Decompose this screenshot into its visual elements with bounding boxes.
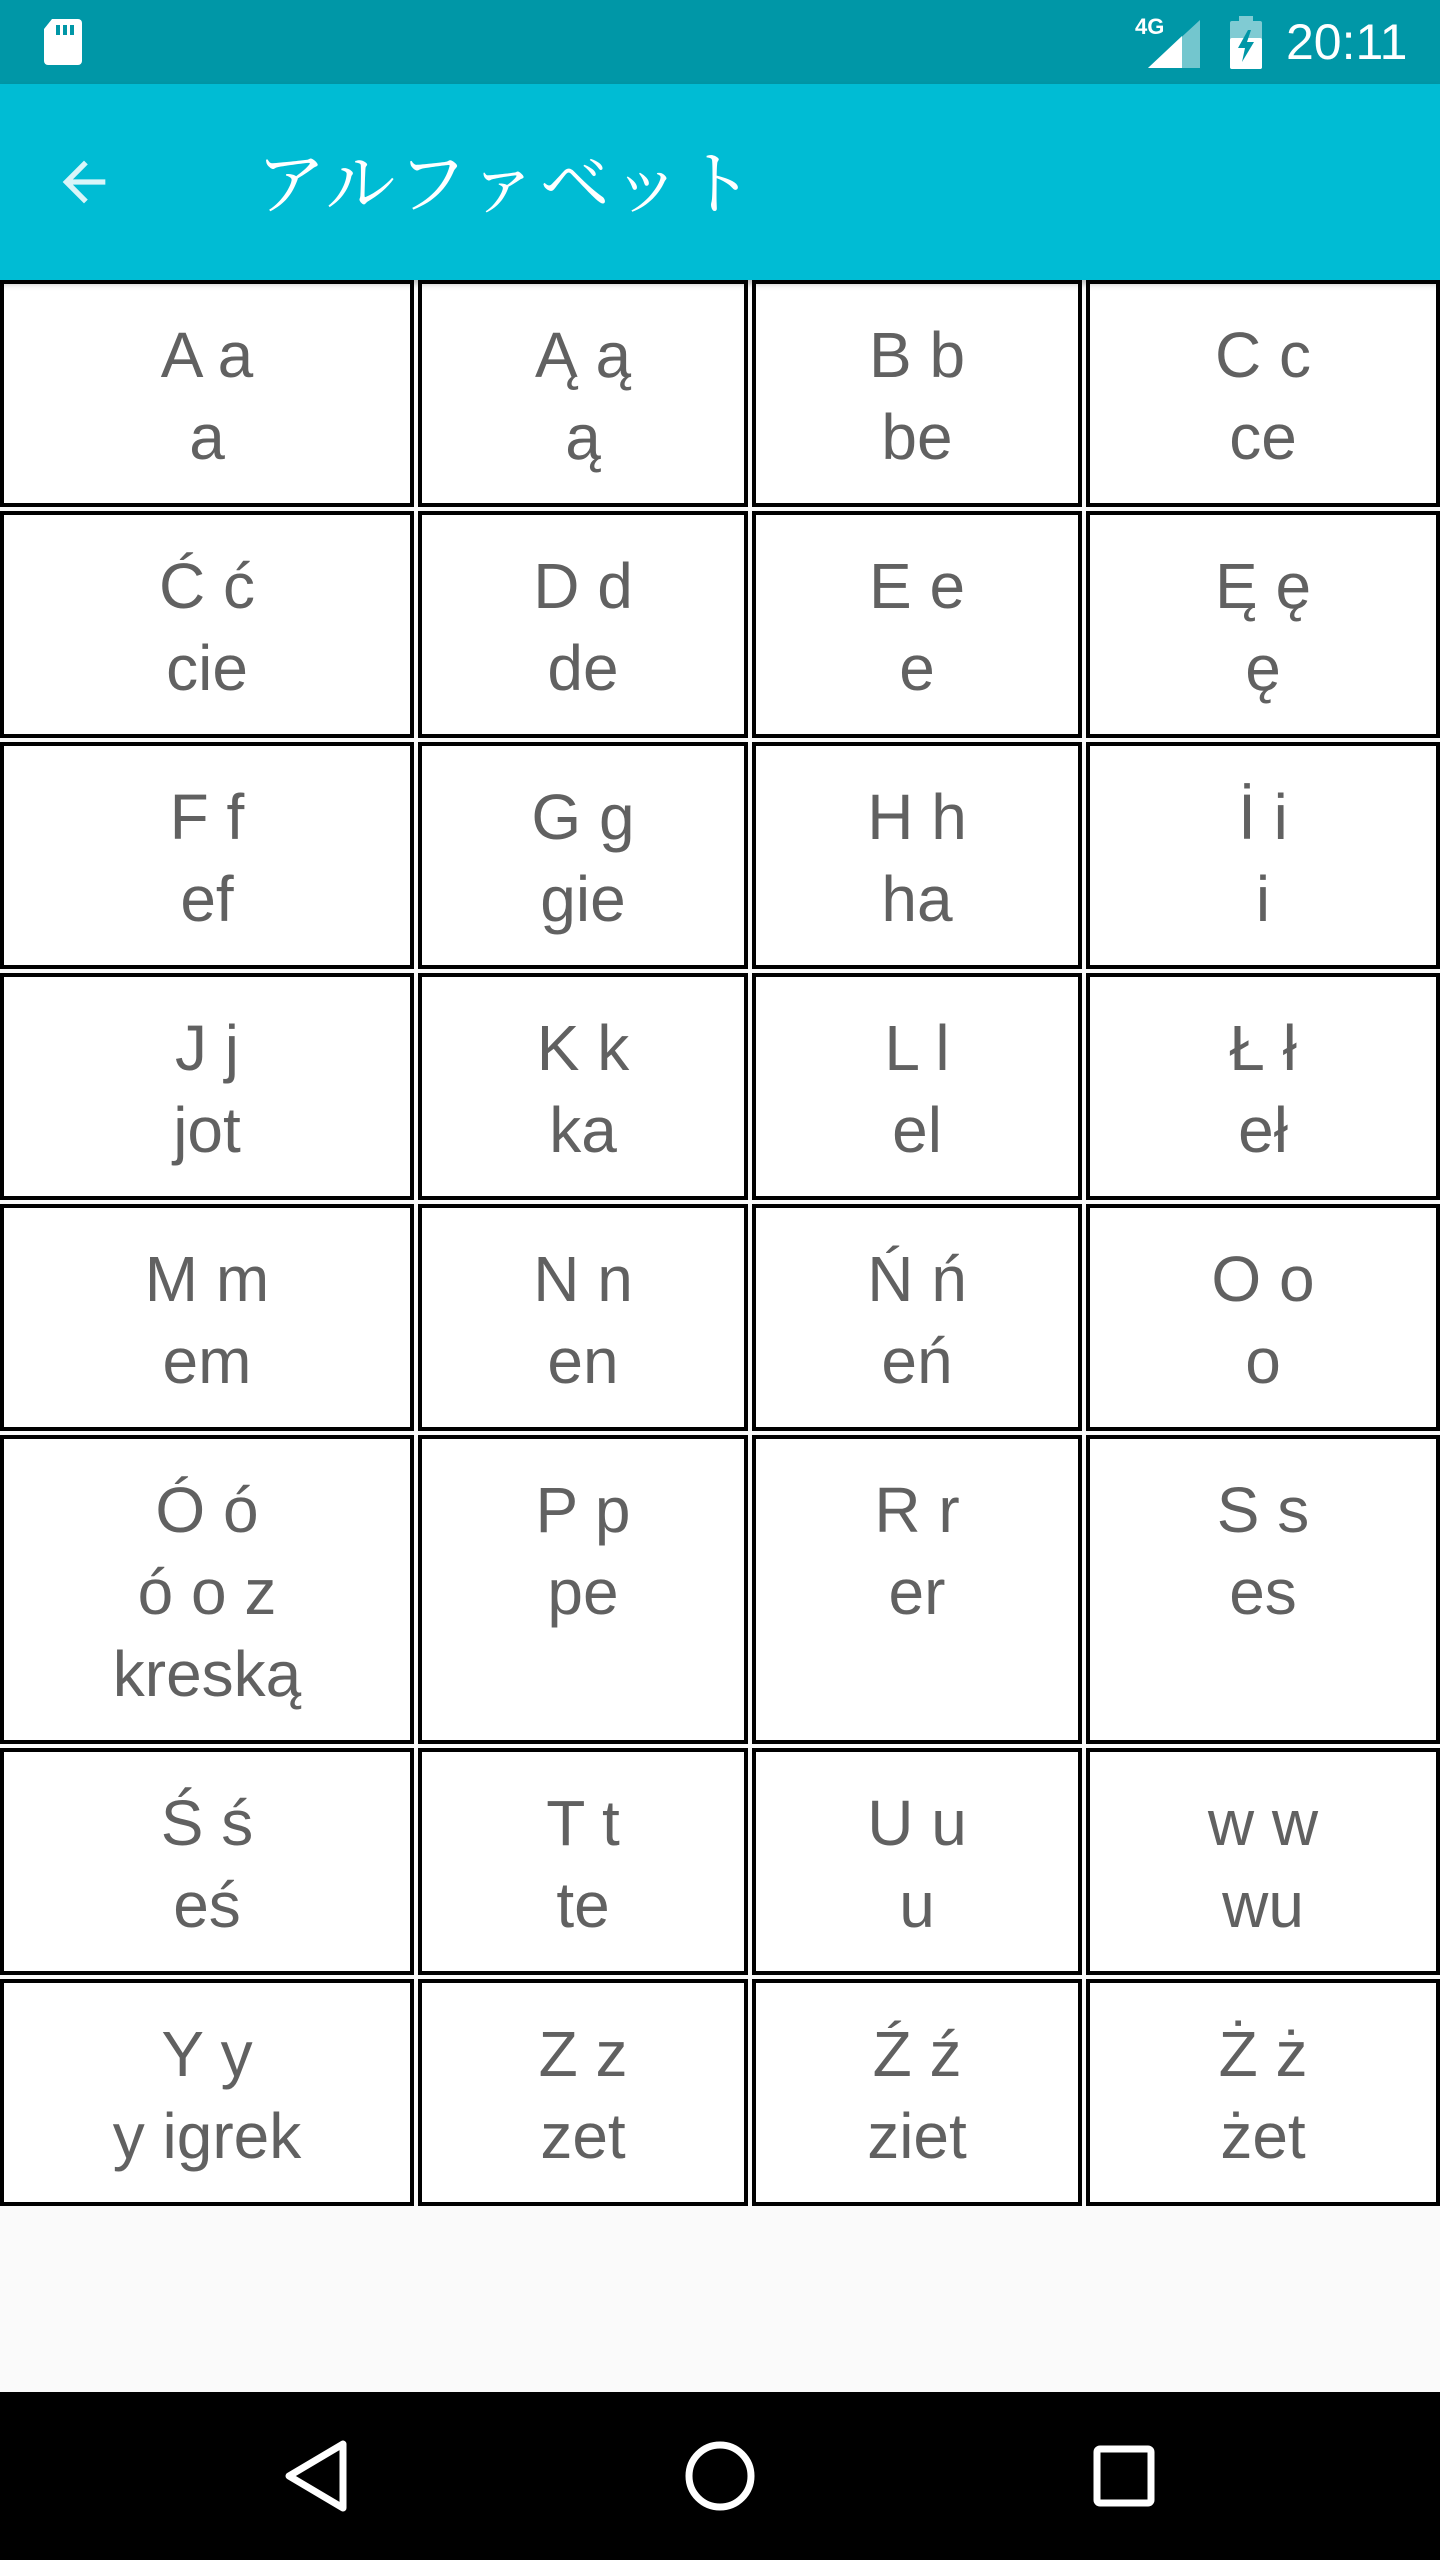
letter-cell[interactable] bbox=[1086, 1748, 1440, 1975]
letter-name: ę bbox=[1245, 632, 1281, 704]
back-button[interactable] bbox=[42, 140, 126, 224]
letter-pair: H h bbox=[867, 781, 967, 853]
back-triangle-icon bbox=[281, 2438, 351, 2514]
letter-pair: Z z bbox=[538, 2018, 628, 2090]
letter-name: gie bbox=[540, 863, 626, 935]
letter-name: em bbox=[162, 1325, 252, 1397]
letter-name: er bbox=[888, 1556, 946, 1628]
letter-pair: Ń ń bbox=[867, 1243, 967, 1315]
letter-cell[interactable] bbox=[418, 973, 748, 1200]
letter-name: ce bbox=[1229, 401, 1297, 473]
letter-name: es bbox=[1229, 1556, 1297, 1628]
letter-cell[interactable] bbox=[752, 511, 1082, 738]
letter-pair: N n bbox=[533, 1243, 633, 1315]
letter-pair: Ś ś bbox=[160, 1787, 254, 1859]
letter-pair: Y y bbox=[161, 2018, 253, 2090]
signal-icon bbox=[1148, 20, 1200, 68]
letter-cell[interactable] bbox=[1086, 280, 1440, 507]
letter-cell[interactable] bbox=[752, 1748, 1082, 1975]
letter-cell[interactable] bbox=[1086, 511, 1440, 738]
status-bar bbox=[0, 0, 1440, 84]
clock: 20:11 bbox=[1286, 14, 1408, 70]
letter-cell[interactable] bbox=[418, 1435, 748, 1744]
letter-pair: G g bbox=[531, 781, 635, 853]
letter-name: wu bbox=[1222, 1869, 1304, 1941]
letter-cell[interactable] bbox=[0, 1748, 414, 1975]
letter-pair: J j bbox=[175, 1012, 239, 1084]
letter-cell[interactable] bbox=[1086, 742, 1440, 969]
grid-row bbox=[0, 1748, 1440, 1979]
letter-pair: T t bbox=[546, 1787, 620, 1859]
letter-name: eś bbox=[173, 1869, 241, 1941]
letter-cell[interactable] bbox=[1086, 1204, 1440, 1431]
letter-cell[interactable] bbox=[0, 742, 414, 969]
letter-name: ef bbox=[180, 863, 234, 935]
letter-cell[interactable] bbox=[0, 1435, 414, 1744]
letter-pair: w w bbox=[1207, 1787, 1319, 1859]
letter-pair: Ź ź bbox=[872, 2018, 962, 2090]
letter-pair: İ i bbox=[1238, 781, 1288, 853]
letter-cell[interactable] bbox=[0, 1204, 414, 1431]
letter-cell[interactable] bbox=[418, 1979, 748, 2206]
nav-back-button[interactable] bbox=[266, 2426, 366, 2526]
letter-name: o bbox=[1245, 1325, 1281, 1397]
recents-square-icon bbox=[1092, 2444, 1156, 2508]
letter-pair: B b bbox=[868, 319, 966, 391]
letter-cell[interactable] bbox=[1086, 973, 1440, 1200]
letter-cell[interactable] bbox=[752, 1204, 1082, 1431]
letter-pair: E e bbox=[868, 550, 966, 622]
letter-cell[interactable] bbox=[0, 973, 414, 1200]
letter-name: eń bbox=[881, 1325, 953, 1397]
letter-pair: Ą ą bbox=[534, 319, 632, 391]
letter-pair: U u bbox=[867, 1787, 967, 1859]
letter-pair: A a bbox=[160, 319, 254, 391]
letter-name: jot bbox=[173, 1094, 241, 1166]
arrow-back-icon bbox=[52, 150, 116, 214]
letter-name: ziet bbox=[867, 2100, 967, 2172]
grid-row bbox=[0, 1435, 1440, 1748]
letter-pair: S s bbox=[1216, 1474, 1310, 1546]
letter-pair: K k bbox=[536, 1012, 630, 1084]
letter-cell[interactable] bbox=[418, 1748, 748, 1975]
letter-cell[interactable] bbox=[0, 1979, 414, 2206]
grid-row bbox=[0, 973, 1440, 1204]
letter-cell[interactable] bbox=[752, 1979, 1082, 2206]
letter-pair: Ć ć bbox=[159, 550, 255, 622]
letter-cell[interactable] bbox=[752, 1435, 1082, 1744]
letter-name: te bbox=[556, 1869, 610, 1941]
home-circle-icon bbox=[684, 2440, 756, 2512]
letter-name: żet bbox=[1220, 2100, 1306, 2172]
letter-pair: M m bbox=[144, 1243, 270, 1315]
letter-cell[interactable] bbox=[0, 511, 414, 738]
letter-name: zet bbox=[540, 2100, 626, 2172]
letter-cell[interactable] bbox=[418, 1204, 748, 1431]
letter-pair: P p bbox=[535, 1474, 631, 1546]
nav-home-button[interactable] bbox=[670, 2426, 770, 2526]
letter-pair: R r bbox=[874, 1474, 960, 1546]
letter-pair: Ł ł bbox=[1229, 1012, 1297, 1084]
letter-cell[interactable] bbox=[1086, 1979, 1440, 2206]
letter-name: cie bbox=[166, 632, 248, 704]
grid-row bbox=[0, 280, 1440, 511]
letter-pair: F f bbox=[169, 781, 245, 853]
grid-row bbox=[0, 1204, 1440, 1435]
letter-pair: Ó ó bbox=[155, 1474, 259, 1546]
letter-name: i bbox=[1255, 863, 1271, 935]
letter-name: ka bbox=[549, 1094, 617, 1166]
letter-name: a bbox=[189, 401, 225, 473]
letter-cell[interactable] bbox=[1086, 1435, 1440, 1744]
letter-cell[interactable] bbox=[752, 280, 1082, 507]
letter-name: y igrek bbox=[112, 2100, 302, 2172]
letter-cell[interactable] bbox=[418, 511, 748, 738]
letter-cell[interactable] bbox=[418, 742, 748, 969]
letter-pair: Ę ę bbox=[1214, 550, 1312, 622]
letter-name: pe bbox=[547, 1556, 619, 1628]
letter-name: de bbox=[547, 632, 619, 704]
letter-cell[interactable] bbox=[752, 742, 1082, 969]
navigation-bar bbox=[0, 2392, 1440, 2560]
letter-pair: Ż ż bbox=[1218, 2018, 1308, 2090]
app-bar bbox=[0, 84, 1440, 280]
letter-cell[interactable] bbox=[0, 280, 414, 507]
letter-cell[interactable] bbox=[752, 973, 1082, 1200]
letter-name: en bbox=[547, 1325, 619, 1397]
letter-pair: L l bbox=[884, 1012, 950, 1084]
network-type-label: 4G bbox=[1135, 14, 1165, 39]
grid-row bbox=[0, 1979, 1440, 2210]
alphabet-grid bbox=[0, 280, 1440, 2210]
letter-pair: O o bbox=[1211, 1243, 1315, 1315]
letter-name: u bbox=[899, 1869, 935, 1941]
letter-name: e bbox=[899, 632, 935, 704]
grid-row bbox=[0, 742, 1440, 973]
letter-cell[interactable] bbox=[418, 280, 748, 507]
grid-row bbox=[0, 511, 1440, 742]
page-title: アルファベット bbox=[256, 143, 756, 225]
letter-name: ha bbox=[881, 863, 953, 935]
letter-name: ą bbox=[565, 401, 601, 473]
letter-name: ó o z kreską bbox=[112, 1556, 302, 1710]
sd-card-icon bbox=[42, 17, 84, 67]
nav-recents-button[interactable] bbox=[1074, 2426, 1174, 2526]
letter-pair: D d bbox=[533, 550, 633, 622]
letter-name: el bbox=[892, 1094, 942, 1166]
letter-pair: C c bbox=[1215, 319, 1311, 391]
letter-name: eł bbox=[1238, 1094, 1288, 1166]
battery-charging-icon bbox=[1228, 16, 1264, 70]
letter-name: be bbox=[881, 401, 953, 473]
